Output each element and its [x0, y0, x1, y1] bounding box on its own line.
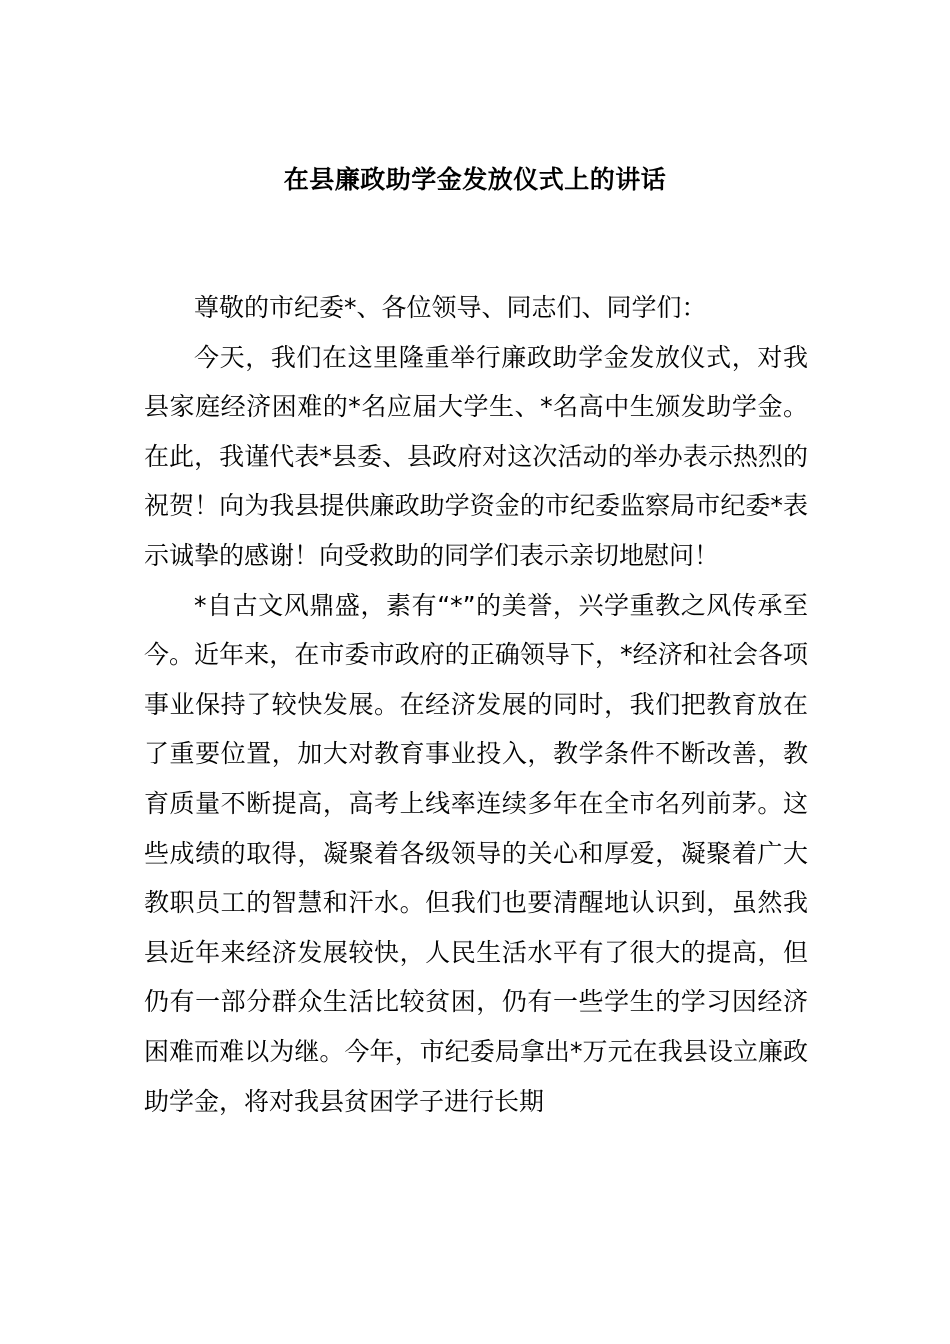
document-body [144, 283, 808, 1126]
body-paragraph: *自古文风鼎盛，素有“*”的美誉，兴学重教之风传承至今。近年来，在市委市政府的正确领导下，*经济和社会各项事业保持了较快发展。在经济发展的同时，我们把教育放在了重要位置，加大对教育事业投入，教学条件不断改善，教育质量不断提高，高考上线率连续多年在全市名列前茅。这些成绩的取得，凝聚着各级领导的关心和厚爱，凝聚着广大教职员工的智慧和汗水。但我们也要清醒地认识到，虽然我县近年来经济发展较快，人民生活水平有了很大的提高，但仍有一部分群众生活比较贫困，仍有一些学生的学习因经济困难而难以为继。今年，市纪委局拿出*万元在我县设立廉政助学金，将对我县贫困学子进行长期 [144, 590, 808, 1116]
document-title: 在县廉政助学金发放仪式上的讲话 [283, 165, 667, 194]
salutation-paragraph: 尊敬的市纪委*、各位领导、同志们、同学们： [194, 293, 707, 322]
body-paragraph: 今天，我们在这里隆重举行廉政助学金发放仪式，对我县家庭经济困难的*名应届大学生、*名高中生颁发助学金。在此，我谨代表*县委、县政府对这次活动的举办表示热烈的祝贺！向为我县提供廉政助学资金的市纪委监察局市纪委*表示诚挚的感谢！向受救助的同学们表示亲切地慰问！ [144, 342, 808, 570]
